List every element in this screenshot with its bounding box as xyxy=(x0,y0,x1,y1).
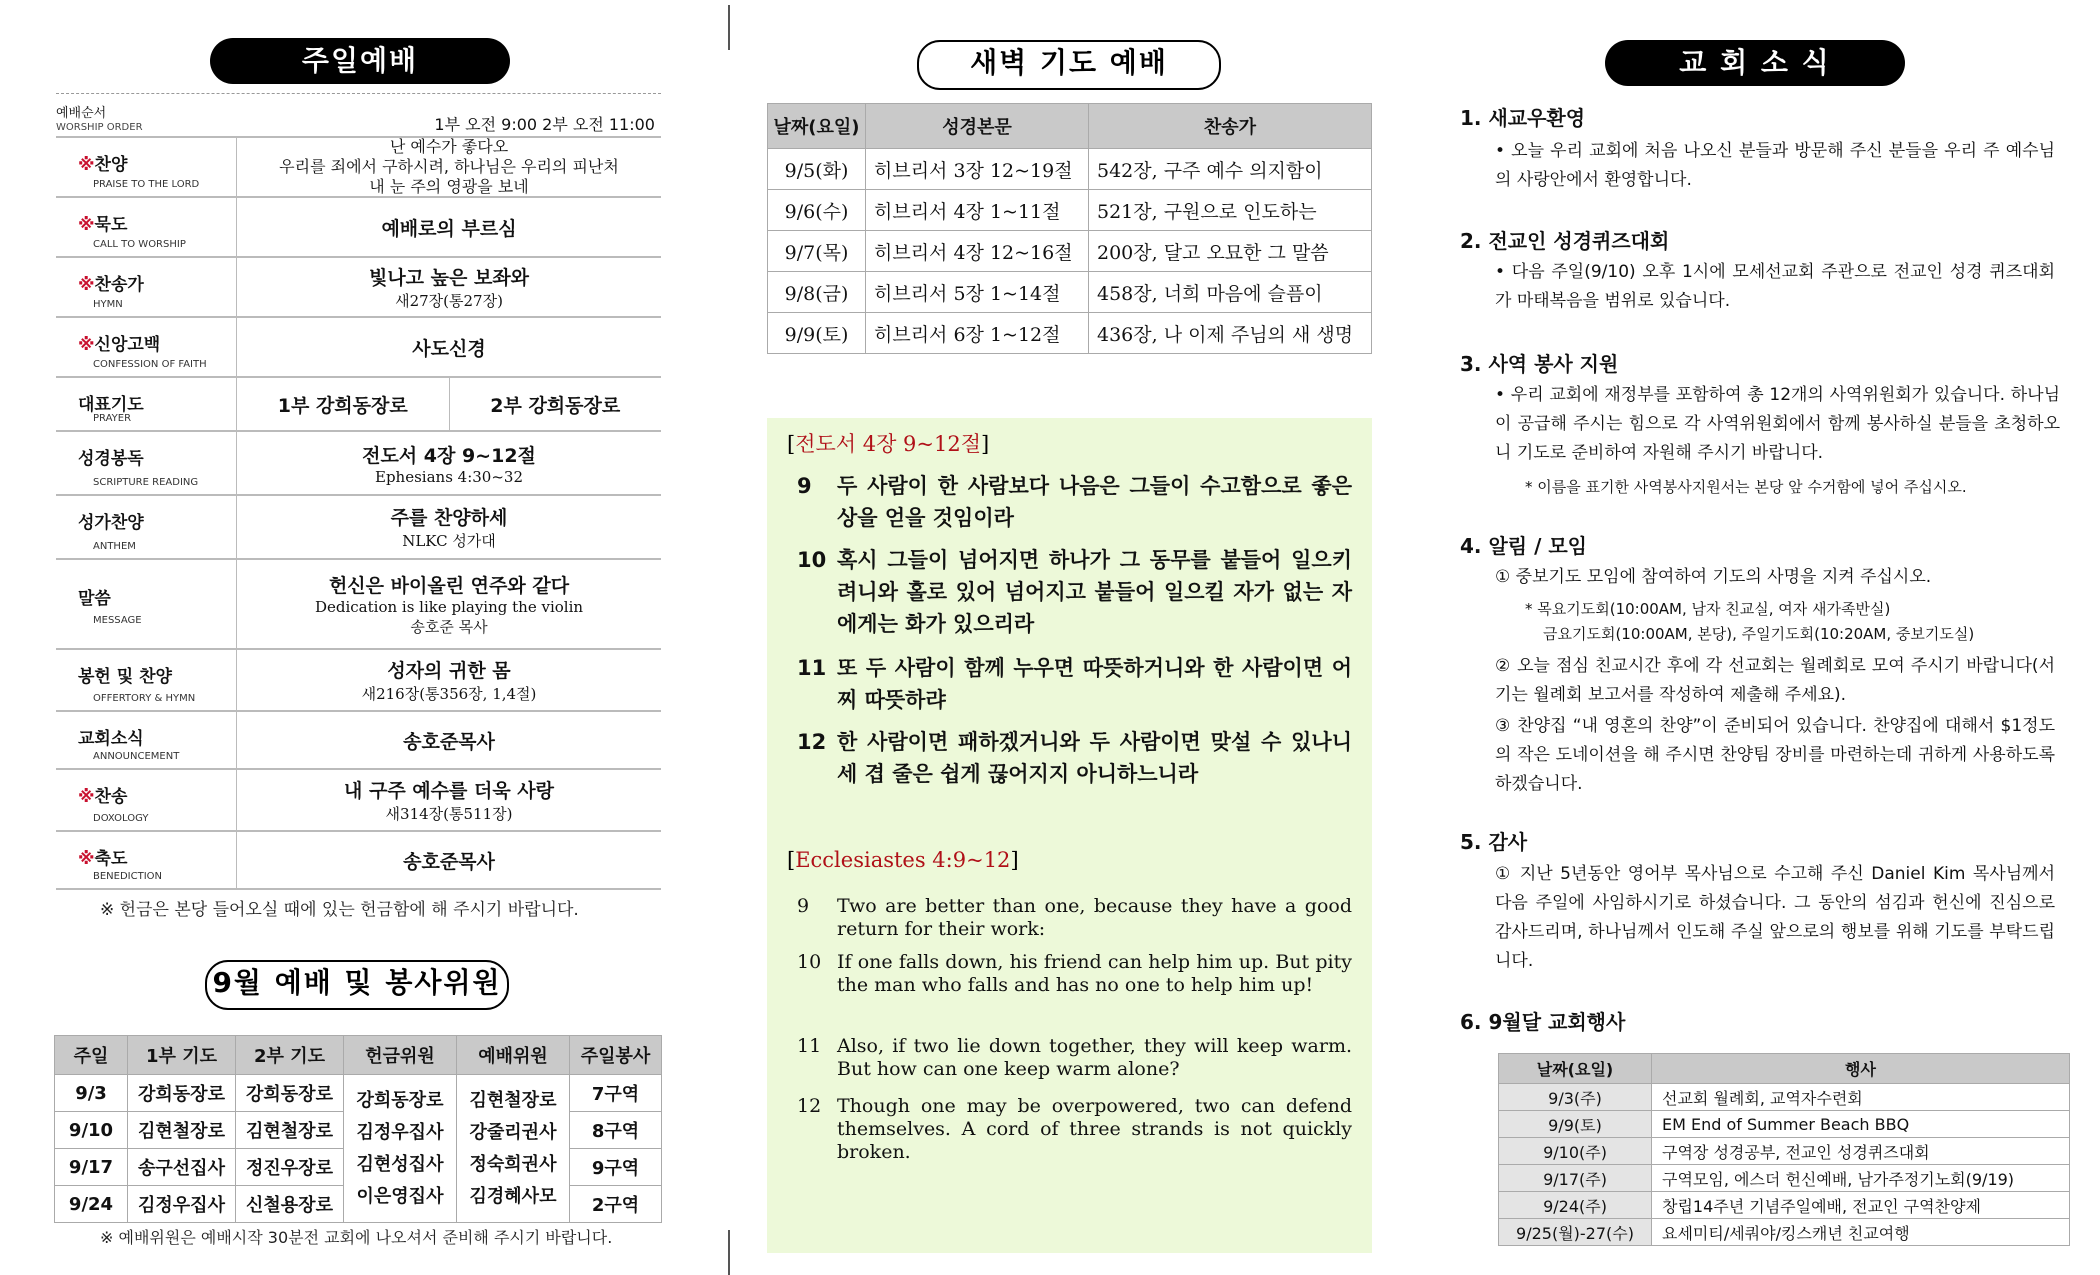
order-row-benediction: ※축도 BENEDICTION 송호준목사 xyxy=(56,830,661,888)
order-row-anthem: 성가찬양 ANTHEM 주를 찬양하세 NLKC 성가대 xyxy=(56,494,661,558)
table-row: 9/8(금) 히브리서 5장 1~14절 458장, 너희 마음에 슬픔이 xyxy=(768,272,1372,313)
news-paragraph: • 다음 주일(9/10) 오후 1시에 모세선교회 주관으로 전교인 성경 퀴즈대회가 마태복음을 범위로 있습니다. xyxy=(1495,262,2055,311)
scripture-box xyxy=(767,418,1372,1253)
news-heading: 4. 알림 / 모임 xyxy=(1460,534,1587,558)
news-heading: 5. 감사 xyxy=(1460,830,1528,854)
praise-song: 내 눈 주의 영광을 보네 xyxy=(369,177,529,196)
news-footnote: * 목요기도회(10:00AM, 남자 친교실, 여자 새가족반실) xyxy=(1525,600,1891,618)
news-paragraph: • 우리 교회에 재정부를 포함하여 총 12개의 사역위원회가 있습니다. 하나님이 공급해 주시는 힘으로 각 사역위원회에서 함께 봉사하실 분들을 초청하오니 기도로 준비하여 자원해 주시기 바랍니다. xyxy=(1495,385,2060,463)
offering-note: ※ 헌금은 본당 들어오실 때에 있는 헌금함에 해 주시기 바랍니다. xyxy=(100,900,579,920)
table-row: 9/10(주) 구역장 성경공부, 전교인 성경퀴즈대회 xyxy=(1499,1138,2070,1165)
english-scripture-ref: [Ecclesiastes 4:9~12] xyxy=(787,848,1019,872)
worship-order-label: 예배순서 xyxy=(56,106,107,121)
english-verse: 12 Though one may be overpowered, two can defend themselves. A cord of three strands is not quickly broken. xyxy=(797,1095,1352,1163)
column-divider-bottom xyxy=(728,1230,730,1275)
news-heading: 6. 9월달 교회행사 xyxy=(1460,1010,1626,1034)
column-divider-top xyxy=(728,5,730,50)
praise-song: 우리를 죄에서 구하시려, 하나님은 우리의 피난처 xyxy=(279,157,619,176)
order-row-confession: ※신앙고백 CONFESSION OF FAITH 사도신경 xyxy=(56,316,661,376)
korean-verse: 12 한 사람이면 패하겠거니와 두 사람이면 맞설 수 있나니 세 겹 줄은 쉽게 끊어지지 아니하느니라 xyxy=(797,730,1352,786)
korean-scripture-ref: [전도서 4장 9~12절] xyxy=(787,432,990,456)
service-header-row: 주일 1부 기도 2부 기도 헌금위원 예배위원 주일봉사 xyxy=(55,1036,662,1075)
table-row: 9/3(주) 선교회 월례회, 교역자수련회 xyxy=(1499,1084,2070,1111)
worship-order-table xyxy=(56,93,661,890)
order-label: ※찬양 xyxy=(78,155,128,175)
worship-order-label-en: WORSHIP ORDER xyxy=(56,122,143,133)
english-verse: 9 Two are better than one, because they have a good return for their work: xyxy=(797,895,1352,940)
table-row: 9/24 김정우집사 신철용장로 2구역 xyxy=(55,1186,662,1223)
dawn-header-row: 날짜(요일) 성경본문 찬송가 xyxy=(768,104,1372,149)
dawn-prayer-table xyxy=(767,103,1372,354)
staff-note: ※ 예배위원은 예배시작 30분전 교회에 나오셔서 준비해 주시기 바랍니다. xyxy=(100,1228,613,1247)
news-paragraph: ① 중보기도 모임에 참여하여 기도의 사명을 지켜 주십시오. xyxy=(1495,567,1932,587)
korean-verse: 10 혹시 그들이 넘어지면 하나가 그 동무를 붙들어 일으키려니와 홀로 있어 넘어지고 붙들어 일으킬 자가 없는 자에게는 화가 있으리라 xyxy=(797,548,1352,636)
table-row: 9/17 송구선집사 정진우장로 9구역 xyxy=(55,1149,662,1186)
news-footnote: * 이름을 표기한 사역봉사지원서는 본당 앞 수거함에 넣어 주십시오. xyxy=(1525,478,1967,496)
news-heading: 3. 사역 봉사 지원 xyxy=(1460,352,1619,376)
offering-committee: 강희동장로 김정우집사 김현성집사 이은영집사 xyxy=(344,1075,457,1223)
news-paragraph: • 오늘 우리 교회에 처음 나오신 분들과 방문해 주신 분들을 우리 주 예수님의 사랑안에서 환영합니다. xyxy=(1495,141,2055,190)
news-paragraph: ③ 찬양집 “내 영혼의 찬양”이 준비되어 있습니다. 찬양집에 대해서 $1정도의 작은 도네이션을 해 주시면 찬양팀 장비를 마련하는데 귀하게 사용하도록 하겠습니다. xyxy=(1495,716,2055,794)
service-times: 1부 오전 9:00 2부 오전 11:00 xyxy=(434,115,655,134)
news-paragraph: ① 지난 5년동안 영어부 목사님으로 수고해 주신 Daniel Kim 목사님께서 다음 주일에 사임하시기로 하셨습니다. 그 동안의 섬김과 헌신에 진심으로 감사드리며, 하나님께서 인도해 주실 앞으로의 행보를 위해 기도를 부탁드립니다. xyxy=(1495,864,2055,971)
korean-verse: 11 또 두 사람이 함께 누우면 따뜻하거니와 한 사람이면 어찌 따뜻하랴 xyxy=(797,656,1352,712)
order-row-announcement: 교회소식 ANNOUNCEMENT 송호준목사 xyxy=(56,710,661,768)
worship-column xyxy=(0,0,720,1275)
order-row-scripture: 성경봉독 SCRIPTURE READING 전도서 4장 9~12절 Ephesians 4:30~32 xyxy=(56,430,661,494)
news-heading: 2. 전교인 성경퀴즈대회 xyxy=(1460,229,1670,253)
praise-song: 난 예수가 좋다오 xyxy=(389,137,509,156)
news-title: 교 회 소 식 xyxy=(1605,40,1905,86)
news-paragraph: ② 오늘 점심 친교시간 후에 각 선교회는 월례회로 모여 주시기 바랍니다(서기는 월례회 보고서를 작성하여 제출해 주세요). xyxy=(1495,656,2055,705)
worship-committee: 김현철장로 강줄리권사 정숙희권사 김경혜사모 xyxy=(457,1075,570,1223)
news-footnote: 금요기도회(10:00AM, 본당), 주일기도회(10:20AM, 중보기도실) xyxy=(1543,625,1975,643)
service-table xyxy=(54,1035,662,1223)
worship-title: 주일예배 xyxy=(210,38,510,84)
table-row: 9/6(수) 히브리서 4장 1~11절 521장, 구원으로 인도하는 xyxy=(768,190,1372,231)
event-table xyxy=(1498,1053,2070,1246)
order-row-hymn: ※찬송가 HYMN 빛나고 높은 보좌와 새27장(통27장) xyxy=(56,256,661,316)
table-row: 9/3 강희동장로 강희동장로 강희동장로 김정우집사 김현성집사 이은영집사 김현철장로 강줄리권사 정숙희권사 김경혜사모 7구역 xyxy=(55,1075,662,1112)
table-row: 9/9(토) 히브리서 6장 1~12절 436장, 나 이제 주님의 새 생명 xyxy=(768,313,1372,354)
english-verse: 10 If one falls down, his friend can help him up. But pity the man who falls and has no one to help him up! xyxy=(797,951,1352,996)
table-row: 9/7(목) 히브리서 4장 12~16절 200장, 달고 오묘한 그 말씀 xyxy=(768,231,1372,272)
table-row: 9/10 김현철장로 김현철장로 8구역 xyxy=(55,1112,662,1149)
order-row-doxology: ※찬송 DOXOLOGY 내 구주 예수를 더욱 사랑 새314장(통511장) xyxy=(56,768,661,830)
english-verse: 11 Also, if two lie down together, they will keep warm. But how can one keep warm alone? xyxy=(797,1035,1352,1080)
table-row: 9/17(주) 구역모임, 에스더 헌신예배, 남가주정기노회(9/19) xyxy=(1499,1165,2070,1192)
korean-verse: 9 두 사람이 한 사람보다 나음은 그들이 수고함으로 좋은 상을 얻을 것임이라 xyxy=(797,474,1352,530)
order-row-prayer: 대표기도 PRAYER 1부 강희동장로 2부 강희동장로 xyxy=(56,376,661,430)
service-title: 9월 예배 및 봉사위원 xyxy=(205,960,509,1010)
dawn-title: 새벽 기도 예배 xyxy=(917,40,1221,90)
order-row-offertory: 봉헌 및 찬양 OFFERTORY & HYMN 성자의 귀한 몸 새216장(통356장, 1,4절) xyxy=(56,648,661,710)
order-row-praise: ※찬양 PRAISE TO THE LORD 난 예수가 좋다오 우리를 죄에서 구하시려, 하나님은 우리의 피난처 내 눈 주의 영광을 보네 xyxy=(56,136,661,196)
event-header-row: 날짜(요일) 행사 xyxy=(1499,1054,2070,1084)
table-row: 9/5(화) 히브리서 3장 12~19절 542장, 구주 예수 의지함이 xyxy=(768,149,1372,190)
worship-order-header xyxy=(56,94,661,136)
table-row: 9/9(토) EM End of Summer Beach BBQ xyxy=(1499,1111,2070,1138)
table-row: 9/24(주) 창립14주년 기념주일예배, 전교인 구역찬양제 xyxy=(1499,1192,2070,1219)
order-row-call: ※묵도 CALL TO WORSHIP 예배로의 부르심 xyxy=(56,196,661,256)
table-row: 9/25(월)-27(수) 요세미티/세쿼야/킹스캐년 친교여행 xyxy=(1499,1219,2070,1246)
order-row-message: 말씀 MESSAGE 헌신은 바이올린 연주와 같다 Dedication is like playing the violin 송호준 목사 xyxy=(56,558,661,648)
news-heading: 1. 새교우환영 xyxy=(1460,106,1586,130)
